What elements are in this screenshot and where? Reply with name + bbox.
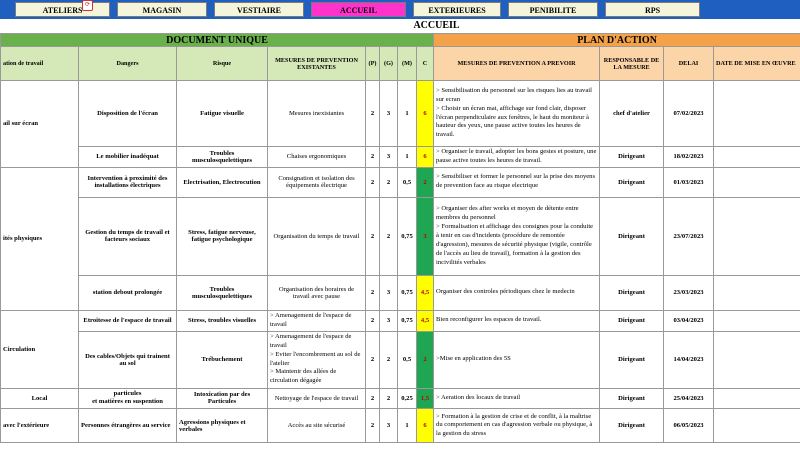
m-cell: 0,75 xyxy=(398,197,417,275)
criticity-cell: 6 xyxy=(417,147,434,168)
risque-cell: Intoxication par des Particules xyxy=(177,388,268,409)
mesures-cell: Nettoyage de l'espace de travail xyxy=(268,388,366,409)
group-cell: Local xyxy=(1,388,79,409)
p-cell: 2 xyxy=(366,388,380,409)
m-cell: 0,5 xyxy=(398,167,417,197)
mesures-cell: Organisation des horaires de travail avec pause xyxy=(268,275,366,310)
tab-penibilite[interactable]: PENIBILITE xyxy=(508,2,598,17)
table-row xyxy=(1,388,800,409)
header-responsable: RESPONSABLE DE LA MESURE xyxy=(600,47,664,81)
header-m: (M) xyxy=(398,47,417,81)
criticity-cell: 2 xyxy=(417,331,434,388)
p-cell: 2 xyxy=(366,331,380,388)
criticity-cell: 4,5 xyxy=(417,310,434,331)
delai-cell: 03/04/2023 xyxy=(664,310,714,331)
m-cell: 0,25 xyxy=(398,388,417,409)
risk-table xyxy=(0,33,800,443)
risque-cell: Trébuchement xyxy=(177,331,268,388)
header-c: C xyxy=(417,47,434,81)
risque-cell: Troubles musculosquelettiques xyxy=(177,147,268,168)
group-cell: ités physiques xyxy=(1,167,79,310)
header-date-mise: DATE DE MISE EN ŒUVRE xyxy=(714,47,800,81)
date-cell[interactable] xyxy=(714,331,800,388)
plan-cell: > Sensibiliser et former le personnel sur la prise des moyens de prevention face au risque electrique xyxy=(434,167,600,197)
responsable-cell: chef d'atelier xyxy=(600,81,664,147)
date-cell[interactable] xyxy=(714,147,800,168)
g-cell: 3 xyxy=(380,81,398,147)
p-cell: 2 xyxy=(366,310,380,331)
header-delai: DELAI xyxy=(664,47,714,81)
plan-cell: >Mise en application des 5S xyxy=(434,331,600,388)
mesures-cell: Consignation et isolation des équipements électrique xyxy=(268,167,366,197)
section-document-unique: DOCUMENT UNIQUE xyxy=(1,34,434,47)
g-cell: 3 xyxy=(380,409,398,443)
mesures-cell: Mesures inexistantes xyxy=(268,81,366,147)
table-row xyxy=(1,310,800,331)
table-row xyxy=(1,409,800,443)
m-cell: 1 xyxy=(398,81,417,147)
table-row xyxy=(1,147,800,168)
danger-cell: Personnes étrangères au service xyxy=(79,409,177,443)
mesures-cell: > Amenagement de l'espace de travail xyxy=(268,310,366,331)
tab-magasin[interactable]: MAGASIN xyxy=(117,2,207,17)
criticity-cell: 6 xyxy=(417,81,434,147)
tab-ateliers[interactable]: ATELIERS xyxy=(15,2,110,17)
date-cell[interactable] xyxy=(714,409,800,443)
plan-cell: > Aeration des locaux de travail xyxy=(434,388,600,409)
p-cell: 2 xyxy=(366,275,380,310)
risque-cell: Troubles musculosquelettiques xyxy=(177,275,268,310)
section-plan-action: PLAN D'ACTION xyxy=(434,34,800,47)
delai-cell: 23/07/2023 xyxy=(664,197,714,275)
page-title: ACCUEIL xyxy=(413,20,460,31)
mesures-cell: Accès au site sécurisé xyxy=(268,409,366,443)
p-cell: 2 xyxy=(366,147,380,168)
g-cell: 2 xyxy=(380,331,398,388)
danger-cell: Etroitesse de l'espace de travail xyxy=(79,310,177,331)
responsable-cell: Dirigeant xyxy=(600,388,664,409)
risque-cell: Agressions physiques et verbales xyxy=(177,409,268,443)
m-cell: 0,75 xyxy=(398,310,417,331)
group-cell: avec l'extérieure xyxy=(1,409,79,443)
page-title-bar xyxy=(0,19,800,33)
responsable-cell: Dirigeant xyxy=(600,331,664,388)
g-cell: 2 xyxy=(380,167,398,197)
plan-cell: Organiser des controles périodiques chez le medecin xyxy=(434,275,600,310)
date-cell[interactable] xyxy=(714,275,800,310)
delai-cell: 07/02/2023 xyxy=(664,81,714,147)
delai-cell: 01/03/2023 xyxy=(664,167,714,197)
table-row xyxy=(1,331,800,388)
danger-cell: Des cables/Objets qui trainent au sol xyxy=(79,331,177,388)
date-cell[interactable] xyxy=(714,388,800,409)
mesures-cell: Organisation du temps de travail xyxy=(268,197,366,275)
header-dangers: Dangers xyxy=(79,47,177,81)
responsable-cell: Dirigeant xyxy=(600,147,664,168)
responsable-cell: Dirigeant xyxy=(600,310,664,331)
m-cell: 1 xyxy=(398,409,417,443)
risque-cell: Stress, fatigue nerveuse, fatigue psychologique xyxy=(177,197,268,275)
link-icon[interactable]: ⟳ xyxy=(82,0,93,11)
danger-cell: Intervention à proximité des installations électriques xyxy=(79,167,177,197)
table-row xyxy=(1,275,800,310)
risque-cell: Fatigue visuelle xyxy=(177,81,268,147)
danger-cell: particules et matières en suspention xyxy=(79,388,177,409)
header-mesures-existantes: MESURES DE PREVENTION EXISTANTES xyxy=(268,47,366,81)
g-cell: 3 xyxy=(380,310,398,331)
danger-cell: Le mobilier inadéquat xyxy=(79,147,177,168)
risque-cell: Electrisation, Electrocution xyxy=(177,167,268,197)
plan-cell: > Sensibilisation du personnel sur les risques lies au travail sur ecran > Choisir un écran mat, affichage sur fond clair, disposer l'écran perpendiculaire aux fenêtres, le haut du moniteur à hauteur des yeux, une pause active toutes les heures de travail. xyxy=(434,81,600,147)
plan-cell: Bien reconfigurer les espaces de travail. xyxy=(434,310,600,331)
tab-exterieures[interactable]: EXTERIEURES xyxy=(413,2,501,17)
danger-cell: Disposition de l'écran xyxy=(79,81,177,147)
responsable-cell: Dirigeant xyxy=(600,197,664,275)
date-cell[interactable] xyxy=(714,167,800,197)
responsable-cell: Dirigeant xyxy=(600,275,664,310)
g-cell: 3 xyxy=(380,275,398,310)
p-cell: 2 xyxy=(366,81,380,147)
date-cell[interactable] xyxy=(714,197,800,275)
group-cell: ail sur écran xyxy=(1,81,79,168)
header-g: (G) xyxy=(380,47,398,81)
m-cell: 0,75 xyxy=(398,275,417,310)
risque-cell: Stress, troubles visuelles xyxy=(177,310,268,331)
criticity-cell: 3 xyxy=(417,197,434,275)
g-cell: 2 xyxy=(380,388,398,409)
date-cell[interactable] xyxy=(714,310,800,331)
header-mesures-prevoir: MESURES DE PREVENTION A PREVOIR xyxy=(434,47,600,81)
plan-cell: > Organiser le travail, adopter les bons gestes et posture, une pause active toutes les heures de travail. xyxy=(434,147,600,168)
mesures-cell: > Amenagement de l'espace de travail > Eviter l'encombrement au sol de l'atelier > Maintenir des allées de circulation dégagée xyxy=(268,331,366,388)
mesures-cell: Chaises ergonomiques xyxy=(268,147,366,168)
m-cell: 0,5 xyxy=(398,331,417,388)
danger-cell: Gestion du temps de travail et facteurs sociaux xyxy=(79,197,177,275)
table-row xyxy=(1,167,800,197)
table-row xyxy=(1,197,800,275)
group-cell: Circulation xyxy=(1,310,79,388)
tab-vestiaire[interactable]: VESTIAIRE xyxy=(214,2,304,17)
p-cell: 2 xyxy=(366,409,380,443)
g-cell: 2 xyxy=(380,197,398,275)
header-situation: ation de travail xyxy=(1,47,79,81)
m-cell: 1 xyxy=(398,147,417,168)
responsable-cell: Dirigeant xyxy=(600,409,664,443)
tab-accueil[interactable]: ACCUEIL xyxy=(311,2,406,17)
date-cell[interactable] xyxy=(714,81,800,147)
delai-cell: 06/05/2023 xyxy=(664,409,714,443)
criticity-cell: 6 xyxy=(417,409,434,443)
danger-cell: station debout prolongée xyxy=(79,275,177,310)
criticity-cell: 2 xyxy=(417,167,434,197)
table-row xyxy=(1,81,800,147)
header-p: (P) xyxy=(366,47,380,81)
delai-cell: 25/04/2023 xyxy=(664,388,714,409)
delai-cell: 18/02/2023 xyxy=(664,147,714,168)
p-cell: 2 xyxy=(366,197,380,275)
header-risque: Risque xyxy=(177,47,268,81)
plan-cell: > Formation à la gestion de crise et de conflit, à la maîtrise du comportement en cas d'agression verbale ou physique, à la gestion du stress xyxy=(434,409,600,443)
sheet-tab-bar xyxy=(0,0,800,19)
criticity-cell: 1,5 xyxy=(417,388,434,409)
delai-cell: 23/03/2023 xyxy=(664,275,714,310)
criticity-cell: 4,5 xyxy=(417,275,434,310)
delai-cell: 14/04/2023 xyxy=(664,331,714,388)
p-cell: 2 xyxy=(366,167,380,197)
g-cell: 3 xyxy=(380,147,398,168)
plan-cell: > Organiser des after works et moyen de détente entre membres du personnel > Formalisation et affichage des consignes pour la conduite à tenir en cas d'incidents (procédure de remontée d'agression), mesures de sécurité physique (vigile, contrôle de l'accès au lieu de travail), formation à la gestion des incivilités verbales xyxy=(434,197,600,275)
tab-rps[interactable]: RPS xyxy=(605,2,700,17)
responsable-cell: Dirigeant xyxy=(600,167,664,197)
